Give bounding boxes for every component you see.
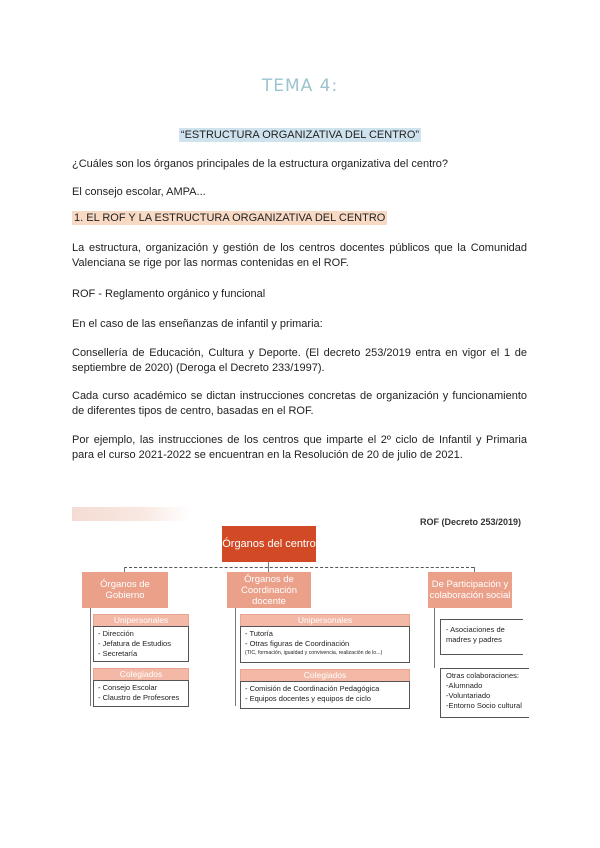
list-item: madres y padres — [446, 635, 502, 644]
node-gobierno: Órganos de Gobierno — [82, 572, 168, 608]
paragraph-ejemplo: Por ejemplo, las instrucciones de los centros que imparte el 2º ciclo de Infantil y Primaria para el curso 2021-2022 se encuentran en la Resolución de 20 de julio de 2021. — [72, 434, 527, 461]
list-item: - Consejo Escolar — [98, 683, 158, 692]
subtitle-text: “ESTRUCTURA ORGANIZATIVA DEL CENTRO” — [180, 129, 420, 141]
question-paragraph: ¿Cuáles son los órganos principales de la estructura organizativa del centro? — [72, 158, 449, 170]
gobierno-unipersonales-label: Unipersonales — [93, 614, 189, 627]
list-item: -Alumnado — [446, 681, 483, 690]
decorative-swash — [72, 507, 190, 521]
list-item: - Secretaría — [98, 649, 138, 658]
list-item-note: (TIC, formación, igualdad y convivencia, realización de lo...) — [245, 650, 383, 656]
node-participacion: De Participación y colaboración social — [428, 572, 512, 608]
list-item: Otras colaboraciones: — [446, 671, 519, 680]
coordinacion-colegiados-label: Colegiados — [240, 669, 410, 682]
gobierno-unipersonales-list — [93, 626, 189, 662]
paragraph-conselleria: Consellería de Educación, Cultura y Deporte. (El decreto 253/2019 entra en vigor el 1 de septiembre de 2020) (Deroga el Decreto 233/1997). — [72, 347, 527, 374]
list-item: - Asociaciones de — [446, 625, 505, 634]
document-subtitle — [0, 125, 600, 143]
paragraph-rof-definition: ROF - Reglamento orgánico y funcional — [72, 288, 266, 300]
connector-gobierno-branch — [90, 608, 91, 706]
connector-coordinacion-branch — [235, 608, 236, 706]
paragraph-infantil-primaria: En el caso de las enseñanzas de infantil y primaria: — [72, 318, 323, 330]
section-heading — [72, 212, 387, 224]
gobierno-colegiados-label: Colegiados — [93, 668, 189, 681]
page-title: TEMA 4: — [261, 76, 339, 96]
gobierno-colegiados-list — [93, 680, 189, 707]
connector-participacion-branch — [434, 608, 435, 668]
paragraph-rof-intro: La estructura, organización y gestión de los centros docentes públicos que la Comunidad Valenciana se rige por las normas contenidas en el ROF. — [72, 242, 527, 269]
list-item: - Otras figuras de Coordinación — [245, 639, 350, 648]
list-item: -Voluntariado — [446, 691, 491, 700]
coordinacion-unipersonales-label: Unipersonales — [240, 614, 410, 627]
coordinacion-unipersonales-list — [240, 626, 410, 663]
coordinacion-colegiados-list — [240, 681, 410, 709]
list-item: - Jefatura de Estudios — [98, 639, 171, 648]
list-item: - Tutoría — [245, 629, 273, 638]
connector-horizontal — [124, 567, 474, 568]
paragraph-instrucciones: Cada curso académico se dictan instrucciones concretas de organización y funcionamiento de diferentes tipos de centro, basadas en el ROF. — [72, 390, 527, 417]
list-item: -Entorno Socio cultural — [446, 701, 522, 710]
participacion-group2-list — [444, 671, 528, 717]
list-item: - Claustro de Profesores — [98, 693, 180, 702]
answer-paragraph: El consejo escolar, AMPA... — [72, 186, 206, 198]
org-chart — [0, 505, 600, 725]
list-item: - Equipos docentes y equipos de ciclo — [245, 694, 371, 703]
root-node: Órganos del centro — [222, 526, 316, 562]
rof-label: ROF (Decreto 253/2019) — [420, 517, 522, 527]
participacion-group1-list — [444, 625, 524, 651]
node-coordinacion: Órganos de Coordinación docente — [227, 572, 311, 608]
list-item: - Dirección — [98, 629, 134, 638]
list-item: - Comisión de Coordinación Pedagógica — [245, 684, 380, 693]
section-heading-text: 1. EL ROF Y LA ESTRUCTURA ORGANIZATIVA DEL CENTRO — [74, 212, 386, 224]
